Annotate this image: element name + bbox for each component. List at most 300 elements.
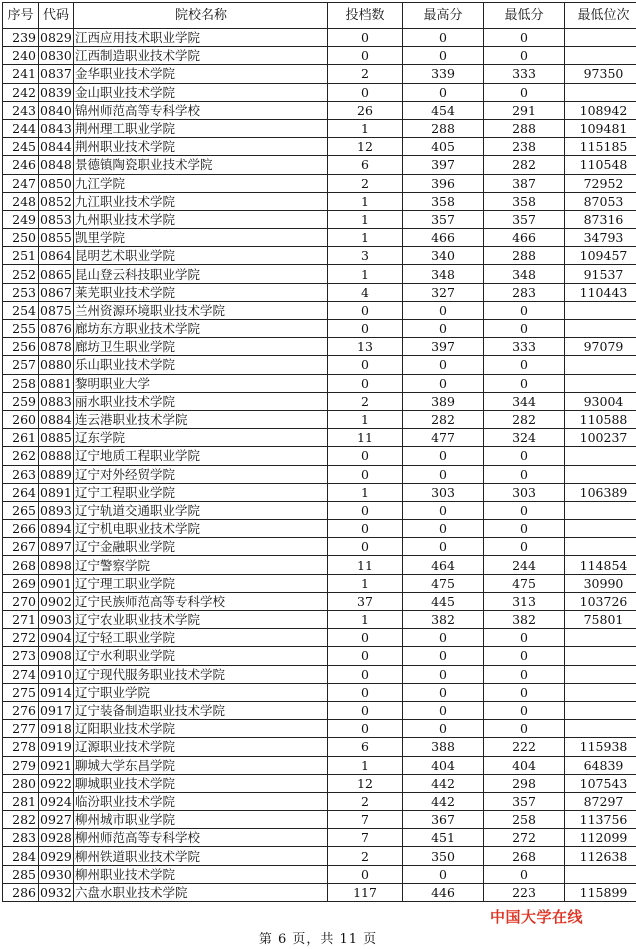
cell-min: 288	[484, 119, 565, 137]
cell-rank: 115938	[565, 738, 636, 756]
cell-rank: 114854	[565, 556, 636, 574]
cell-name: 辽宁轻工职业学院	[74, 629, 328, 647]
cell-min: 0	[484, 374, 565, 392]
cell-count: 37	[328, 592, 403, 610]
header-min: 最低分	[484, 3, 565, 29]
cell-no: 274	[3, 665, 39, 683]
cell-code: 0932	[40, 884, 72, 900]
table-row	[3, 429, 636, 447]
cell-rank	[565, 538, 636, 556]
cell-name: 辽宁理工职业学院	[74, 574, 328, 592]
table-row	[3, 229, 636, 247]
table-row	[3, 501, 636, 519]
cell-name: 辽宁对外经贸学院	[74, 465, 328, 483]
cell-no: 251	[3, 247, 39, 265]
cell-max: 282	[403, 410, 484, 428]
table-row	[3, 374, 636, 392]
cell-count: 0	[328, 647, 403, 665]
cell-name: 凯里学院	[74, 229, 328, 247]
table-row	[3, 647, 636, 665]
cell-max: 327	[403, 283, 484, 301]
table-row	[3, 101, 636, 119]
cell-rank: 110588	[565, 410, 636, 428]
cell-code: 0888	[40, 448, 72, 464]
cell-code: 0844	[40, 139, 72, 155]
cell-count: 12	[328, 138, 403, 156]
cell-code: 0884	[40, 412, 72, 428]
cell-min: 0	[484, 865, 565, 883]
cell-no: 270	[3, 592, 39, 610]
cell-count: 1	[328, 756, 403, 774]
table-row	[3, 811, 636, 829]
cell-code: 0837	[40, 66, 72, 82]
cell-min: 0	[484, 465, 565, 483]
cell-count: 0	[328, 83, 403, 101]
cell-code: 0889	[40, 466, 72, 482]
table-row	[3, 829, 636, 847]
cell-count: 0	[328, 629, 403, 647]
cell-count: 0	[328, 701, 403, 719]
cell-no: 272	[3, 629, 39, 647]
cell-rank	[565, 47, 636, 65]
cell-max: 0	[403, 647, 484, 665]
cell-min: 272	[484, 829, 565, 847]
cell-code: 0853	[40, 211, 72, 227]
cell-max: 0	[403, 320, 484, 338]
cell-count: 2	[328, 65, 403, 83]
cell-no: 244	[3, 119, 39, 137]
cell-rank: 87297	[565, 792, 636, 810]
table-row	[3, 611, 636, 629]
cell-count: 0	[328, 465, 403, 483]
cell-name: 丽水职业技术学院	[74, 392, 328, 410]
cell-count: 6	[328, 156, 403, 174]
cell-name: 金山职业技术学院	[74, 83, 328, 101]
cell-rank	[565, 465, 636, 483]
header-code: 代码	[39, 3, 74, 29]
cell-count: 0	[328, 538, 403, 556]
cell-name: 柳州职业技术学院	[74, 865, 328, 883]
table-row	[3, 774, 636, 792]
cell-min: 0	[484, 29, 565, 47]
cell-code: 0894	[40, 521, 72, 537]
cell-max: 339	[403, 65, 484, 83]
cell-max: 0	[403, 720, 484, 738]
cell-min: 324	[484, 429, 565, 447]
cell-code: 0918	[40, 721, 72, 737]
cell-min: 238	[484, 138, 565, 156]
cell-no: 239	[3, 29, 39, 47]
cell-code: 0876	[40, 321, 72, 337]
cell-count: 1	[328, 574, 403, 592]
cell-no: 276	[3, 701, 39, 719]
cell-name: 兰州资源环境职业技术学院	[74, 301, 328, 319]
cell-count: 1	[328, 483, 403, 501]
cell-max: 389	[403, 392, 484, 410]
cell-rank	[565, 356, 636, 374]
table-row	[3, 447, 636, 465]
cell-rank	[565, 29, 636, 47]
table-row	[3, 756, 636, 774]
cell-no: 277	[3, 720, 39, 738]
table-row	[3, 283, 636, 301]
cell-rank: 100237	[565, 429, 636, 447]
admission-table	[2, 2, 636, 902]
cell-no: 266	[3, 520, 39, 538]
cell-no: 253	[3, 283, 39, 301]
cell-max: 442	[403, 774, 484, 792]
cell-count: 0	[328, 520, 403, 538]
cell-rank	[565, 701, 636, 719]
cell-min: 0	[484, 683, 565, 701]
cell-code: 0885	[40, 430, 72, 446]
cell-count: 2	[328, 174, 403, 192]
cell-name: 辽宁水利职业学院	[74, 647, 328, 665]
cell-min: 358	[484, 192, 565, 210]
cell-no: 245	[3, 138, 39, 156]
cell-name: 柳州城市职业学院	[74, 811, 328, 829]
cell-code: 0904	[40, 630, 72, 646]
cell-rank	[565, 447, 636, 465]
cell-max: 442	[403, 792, 484, 810]
cell-min: 288	[484, 247, 565, 265]
cell-code: 0864	[40, 248, 72, 264]
cell-no: 275	[3, 683, 39, 701]
cell-count: 0	[328, 47, 403, 65]
cell-min: 283	[484, 283, 565, 301]
cell-name: 荆州职业技术学院	[74, 138, 328, 156]
cell-max: 348	[403, 265, 484, 283]
table-row	[3, 47, 636, 65]
cell-rank	[565, 301, 636, 319]
cell-name: 辽宁地质工程职业学院	[74, 447, 328, 465]
table-row	[3, 156, 636, 174]
table-row	[3, 138, 636, 156]
cell-max: 367	[403, 811, 484, 829]
cell-rank: 97079	[565, 338, 636, 356]
table-row	[3, 847, 636, 865]
cell-min: 0	[484, 320, 565, 338]
table-row	[3, 574, 636, 592]
cell-code: 0875	[40, 302, 72, 318]
cell-max: 0	[403, 47, 484, 65]
cell-count: 0	[328, 683, 403, 701]
table-row	[3, 247, 636, 265]
cell-code: 0881	[40, 375, 72, 391]
cell-rank: 103726	[565, 592, 636, 610]
cell-rank	[565, 520, 636, 538]
cell-name: 聊城大学东昌学院	[74, 756, 328, 774]
cell-name: 廊坊东方职业技术学院	[74, 320, 328, 338]
cell-code: 0903	[40, 612, 72, 628]
cell-name: 昆明艺术职业学院	[74, 247, 328, 265]
cell-code: 0910	[40, 666, 72, 682]
cell-count: 2	[328, 847, 403, 865]
cell-min: 475	[484, 574, 565, 592]
cell-min: 357	[484, 210, 565, 228]
cell-name: 辽宁轨道交通职业学院	[74, 501, 328, 519]
cell-code: 0908	[40, 648, 72, 664]
cell-no: 265	[3, 501, 39, 519]
header-no: 序号	[3, 3, 39, 29]
cell-count: 7	[328, 829, 403, 847]
cell-rank: 109481	[565, 119, 636, 137]
cell-no: 252	[3, 265, 39, 283]
cell-count: 0	[328, 301, 403, 319]
cell-code: 0867	[40, 284, 72, 300]
cell-name: 辽宁农业职业技术学院	[74, 611, 328, 629]
cell-code: 0901	[40, 575, 72, 591]
cell-name: 柳州铁道职业技术学院	[74, 847, 328, 865]
cell-no: 268	[3, 556, 39, 574]
cell-min: 282	[484, 410, 565, 428]
cell-max: 350	[403, 847, 484, 865]
cell-no: 258	[3, 374, 39, 392]
cell-count: 2	[328, 392, 403, 410]
table-row	[3, 883, 636, 901]
table-row	[3, 356, 636, 374]
cell-max: 388	[403, 738, 484, 756]
cell-code: 0919	[40, 739, 72, 755]
cell-no: 279	[3, 756, 39, 774]
cell-name: 辽宁装备制造职业技术学院	[74, 701, 328, 719]
cell-min: 348	[484, 265, 565, 283]
cell-min: 0	[484, 301, 565, 319]
cell-name: 辽阳职业技术学院	[74, 720, 328, 738]
cell-name: 辽宁金融职业学院	[74, 538, 328, 556]
cell-max: 0	[403, 701, 484, 719]
cell-no: 281	[3, 792, 39, 810]
cell-name: 昆山登云科技职业学院	[74, 265, 328, 283]
cell-no: 273	[3, 647, 39, 665]
table-row	[3, 174, 636, 192]
cell-no: 247	[3, 174, 39, 192]
cell-name: 金华职业技术学院	[74, 65, 328, 83]
cell-no: 249	[3, 210, 39, 228]
cell-max: 477	[403, 429, 484, 447]
cell-name: 临汾职业技术学院	[74, 792, 328, 810]
cell-count: 0	[328, 501, 403, 519]
cell-count: 11	[328, 429, 403, 447]
table-row	[3, 265, 636, 283]
cell-name: 江西制造职业技术学院	[74, 47, 328, 65]
cell-name: 聊城职业技术学院	[74, 774, 328, 792]
cell-rank	[565, 665, 636, 683]
cell-count: 1	[328, 611, 403, 629]
cell-rank	[565, 374, 636, 392]
cell-rank: 109457	[565, 247, 636, 265]
cell-min: 333	[484, 65, 565, 83]
cell-name: 锦州师范高等专科学校	[74, 101, 328, 119]
table-row	[3, 865, 636, 883]
cell-max: 0	[403, 538, 484, 556]
cell-count: 0	[328, 356, 403, 374]
cell-code: 0852	[40, 193, 72, 209]
header-row	[3, 3, 636, 29]
cell-code: 0840	[40, 102, 72, 118]
cell-min: 313	[484, 592, 565, 610]
cell-rank: 30990	[565, 574, 636, 592]
cell-code: 0928	[40, 830, 72, 846]
cell-max: 397	[403, 156, 484, 174]
cell-count: 1	[328, 192, 403, 210]
cell-rank	[565, 629, 636, 647]
cell-code: 0880	[40, 357, 72, 373]
table-row	[3, 792, 636, 810]
cell-count: 1	[328, 265, 403, 283]
cell-code: 0878	[40, 339, 72, 355]
cell-no: 282	[3, 811, 39, 829]
cell-count: 0	[328, 29, 403, 47]
cell-no: 260	[3, 410, 39, 428]
cell-max: 0	[403, 301, 484, 319]
table-row	[3, 556, 636, 574]
cell-code: 0917	[40, 703, 72, 719]
cell-max: 0	[403, 83, 484, 101]
cell-rank	[565, 501, 636, 519]
cell-min: 382	[484, 611, 565, 629]
cell-max: 466	[403, 229, 484, 247]
cell-no: 246	[3, 156, 39, 174]
cell-no: 259	[3, 392, 39, 410]
table-row	[3, 465, 636, 483]
cell-count: 117	[328, 883, 403, 901]
cell-max: 0	[403, 629, 484, 647]
cell-min: 466	[484, 229, 565, 247]
cell-code: 0893	[40, 502, 72, 518]
cell-max: 382	[403, 611, 484, 629]
table-row	[3, 520, 636, 538]
cell-no: 283	[3, 829, 39, 847]
cell-code: 0930	[40, 866, 72, 882]
cell-rank	[565, 865, 636, 883]
table-row	[3, 392, 636, 410]
cell-name: 辽东学院	[74, 429, 328, 447]
cell-min: 344	[484, 392, 565, 410]
cell-rank: 110548	[565, 156, 636, 174]
cell-code: 0902	[40, 593, 72, 609]
cell-count: 0	[328, 447, 403, 465]
cell-min: 0	[484, 629, 565, 647]
cell-min: 404	[484, 756, 565, 774]
cell-no: 271	[3, 611, 39, 629]
cell-min: 0	[484, 83, 565, 101]
cell-name: 辽宁机电职业技术学院	[74, 520, 328, 538]
cell-name: 辽宁民族师范高等专科学校	[74, 592, 328, 610]
cell-min: 357	[484, 792, 565, 810]
cell-name: 九江学院	[74, 174, 328, 192]
cell-count: 0	[328, 720, 403, 738]
cell-count: 0	[328, 865, 403, 883]
cell-code: 0891	[40, 484, 72, 500]
cell-min: 0	[484, 720, 565, 738]
cell-max: 445	[403, 592, 484, 610]
cell-code: 0897	[40, 539, 72, 555]
cell-rank	[565, 320, 636, 338]
cell-no: 243	[3, 101, 39, 119]
cell-rank: 112638	[565, 847, 636, 865]
cell-max: 0	[403, 374, 484, 392]
cell-no: 261	[3, 429, 39, 447]
cell-no: 286	[3, 883, 39, 901]
cell-max: 451	[403, 829, 484, 847]
cell-max: 397	[403, 338, 484, 356]
cell-rank: 115899	[565, 883, 636, 901]
cell-max: 340	[403, 247, 484, 265]
cell-name: 江西应用技术职业学院	[74, 29, 328, 47]
cell-rank: 108942	[565, 101, 636, 119]
cell-max: 303	[403, 483, 484, 501]
table-row	[3, 65, 636, 83]
cell-code: 0922	[40, 775, 72, 791]
cell-min: 0	[484, 701, 565, 719]
cell-name: 廊坊卫生职业学院	[74, 338, 328, 356]
cell-name: 连云港职业技术学院	[74, 410, 328, 428]
cell-name: 柳州师范高等专科学校	[74, 829, 328, 847]
cell-code: 0929	[40, 848, 72, 864]
cell-min: 387	[484, 174, 565, 192]
table-row	[3, 665, 636, 683]
cell-name: 九江职业技术学院	[74, 192, 328, 210]
table-row	[3, 83, 636, 101]
cell-count: 1	[328, 210, 403, 228]
cell-rank: 87053	[565, 192, 636, 210]
cell-min: 223	[484, 883, 565, 901]
cell-no: 248	[3, 192, 39, 210]
cell-min: 0	[484, 47, 565, 65]
cell-rank: 115185	[565, 138, 636, 156]
cell-min: 298	[484, 774, 565, 792]
table-row	[3, 483, 636, 501]
cell-name: 辽宁现代服务职业技术学院	[74, 665, 328, 683]
cell-min: 0	[484, 665, 565, 683]
table-row	[3, 338, 636, 356]
cell-rank: 112099	[565, 829, 636, 847]
cell-no: 256	[3, 338, 39, 356]
cell-rank: 106389	[565, 483, 636, 501]
cell-count: 1	[328, 410, 403, 428]
cell-rank: 75801	[565, 611, 636, 629]
cell-count: 1	[328, 119, 403, 137]
cell-rank: 93004	[565, 392, 636, 410]
cell-count: 11	[328, 556, 403, 574]
cell-count: 2	[328, 792, 403, 810]
table-row	[3, 320, 636, 338]
table-row	[3, 683, 636, 701]
cell-rank: 91537	[565, 265, 636, 283]
header-rank: 最低位次	[565, 3, 636, 29]
cell-max: 396	[403, 174, 484, 192]
cell-count: 12	[328, 774, 403, 792]
cell-code: 0855	[40, 230, 72, 246]
table-row	[3, 29, 636, 47]
cell-count: 13	[328, 338, 403, 356]
table-row	[3, 720, 636, 738]
cell-max: 358	[403, 192, 484, 210]
cell-no: 278	[3, 738, 39, 756]
cell-code: 0865	[40, 266, 72, 282]
cell-count: 0	[328, 374, 403, 392]
cell-name: 辽宁职业学院	[74, 683, 328, 701]
cell-name: 黎明职业大学	[74, 374, 328, 392]
cell-no: 280	[3, 774, 39, 792]
header-max: 最高分	[403, 3, 484, 29]
cell-name: 乐山职业技术学院	[74, 356, 328, 374]
cell-no: 240	[3, 47, 39, 65]
cell-no: 257	[3, 356, 39, 374]
cell-no: 242	[3, 83, 39, 101]
cell-rank	[565, 83, 636, 101]
